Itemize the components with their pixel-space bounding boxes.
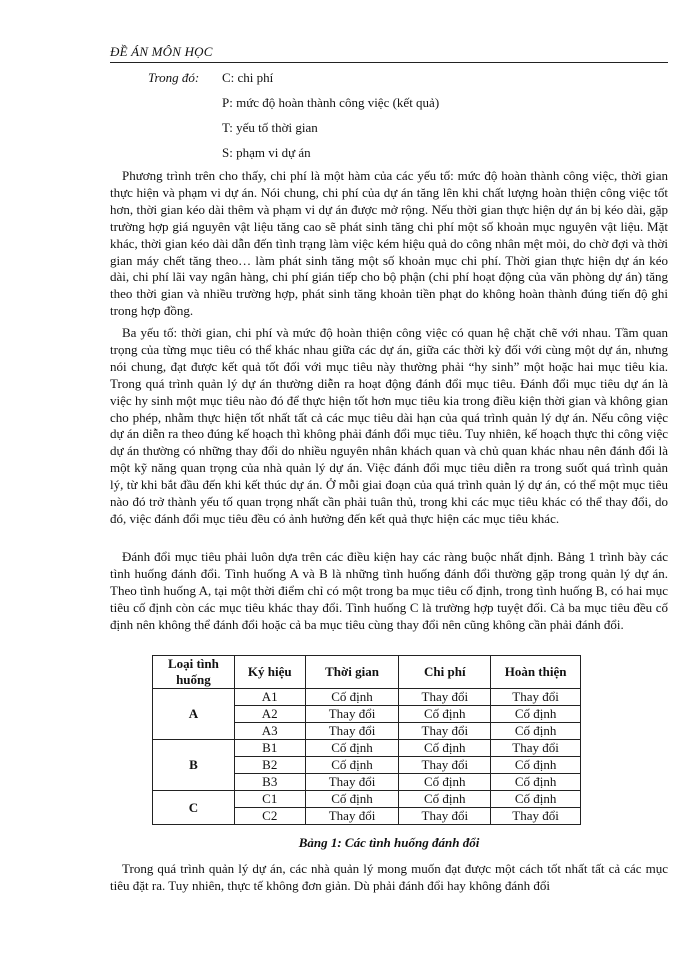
table-cell: Cố định: [491, 791, 581, 808]
table-row: [153, 689, 581, 706]
table-cell: Thay đổi: [399, 723, 491, 740]
column-header: Ký hiệu: [234, 656, 305, 689]
table-cell: C1: [234, 791, 305, 808]
scenario-table: [152, 655, 581, 825]
table-cell: A2: [234, 706, 305, 723]
table-cell: Thay đổi: [305, 774, 399, 791]
table-cell: Thay đổi: [305, 808, 399, 825]
table-cell: Thay đổi: [399, 689, 491, 706]
table-cell: C2: [234, 808, 305, 825]
legend-item: S: phạm vi dự án: [222, 145, 311, 160]
legend-item: C: chi phí: [222, 70, 274, 85]
table-cell: B1: [234, 740, 305, 757]
legend-item: P: mức độ hoàn thành công việc (kết quả): [222, 95, 440, 110]
table-header-row: [153, 656, 581, 689]
paragraph-cost-function: [110, 168, 668, 320]
table-cell: Cố định: [491, 757, 581, 774]
paragraph-tradeoff: [110, 325, 668, 528]
table-cell: A3: [234, 723, 305, 740]
paragraph-text: Đánh đổi mục tiêu phải luôn dựa trên các điều kiện hay các ràng buộc nhất định. Bảng 1 trình bày các tình huống đánh đổi. Tình huống A và B là những tình huống đánh đổi thường gặp trong quản lý dự án. Theo tình huống A, tại một thời điểm chỉ có một trong ba mục tiêu cố định, trong tình huống B, có hai mục tiêu cố định còn các mục tiêu khác thay đổi. Tình huống C là trường hợp tuyệt đối. Cả ba mục tiêu đều cố định nên không thể đánh đổi hoặc cả ba mục tiêu cùng thay đổi nên cũng không cần phải đánh đổi.: [110, 549, 668, 632]
table-cell: Cố định: [305, 791, 399, 808]
table-caption: Bảng 1: Các tình huống đánh đổi: [298, 835, 480, 850]
legend-item: T: yếu tố thời gian: [222, 120, 318, 135]
paragraph-text: Ba yếu tố: thời gian, chi phí và mức độ hoàn thiện công việc có quan hệ chặt chẽ với nhau. Tầm quan trọng của từng mục tiêu có thể khác nhau giữa các dự án, giữa các thời kỳ đối với cùng một dự án, nhưng nói chung, đạt được kết quả tốt đối với mục tiêu này thường phải “hy sinh” một hoặc hai mục tiêu kia. Trong quá trình quản lý dự án thường diễn ra hoạt động đánh đổi mục tiêu. Đánh đổi mục tiêu dự án là việc hy sinh một mục tiêu nào đó để thực hiện tốt hơn mục tiêu kia trong điều kiện thời gian và không gian cho phép, nhằm thực hiện tốt nhất tất cả các mục tiêu dài hạn của quá trình quản lý dự án. Nếu công việc dự án diễn ra theo đúng kế hoạch thì không phải đánh đổi mục tiêu. Tuy nhiên, kế hoạch thực thi công việc dự án thường có những thay đổi do nhiều nguyên nhân khách quan và chủ quan khác nhau nên đánh đổi là một kỹ năng quan trọng của nhà quản lý dự án. Việc đánh đổi mục tiêu diễn ra trong suốt quá trình quản lý, từ khi bắt đầu đến khi kết thúc dự án. Ở mỗi giai đoạn của quá trình quản lý dự án, có thể một mục tiêu nào đó trở thành yếu tố quan trọng nhất cần phải tuân thủ, trong khi các mục tiêu khác có thể thay đổi, do đó, việc đánh đổi mục tiêu đều có ảnh hưởng đến kết quả thực hiện các mục tiêu khác.: [110, 325, 668, 526]
column-header: Thời gian: [305, 656, 399, 689]
table-cell: Cố định: [305, 689, 399, 706]
paragraph-scenarios: [110, 549, 668, 634]
table-cell: B3: [234, 774, 305, 791]
table-cell: Thay đổi: [491, 808, 581, 825]
table-cell: Thay đổi: [399, 757, 491, 774]
table-cell: Cố định: [399, 791, 491, 808]
table-row: [153, 740, 581, 757]
table-cell: B2: [234, 757, 305, 774]
column-header: Chi phí: [399, 656, 491, 689]
table-cell: Thay đổi: [491, 740, 581, 757]
scenario-group-label: A: [153, 689, 235, 740]
table-cell: Cố định: [305, 757, 399, 774]
scenario-group-label: C: [153, 791, 235, 825]
table-cell: Cố định: [491, 723, 581, 740]
scenario-group-label: B: [153, 740, 235, 791]
table-cell: Cố định: [491, 706, 581, 723]
paragraph-conclusion: [110, 861, 668, 895]
page-header: ĐỀ ÁN MÔN HỌC: [110, 44, 668, 63]
table-cell: Thay đổi: [305, 706, 399, 723]
table-cell: Cố định: [491, 774, 581, 791]
table-cell: Cố định: [399, 706, 491, 723]
variable-legend: [148, 70, 668, 170]
table-cell: Cố định: [399, 774, 491, 791]
column-header: Loại tình huống: [153, 656, 235, 689]
table-cell: Thay đổi: [491, 689, 581, 706]
column-header: Hoàn thiện: [491, 656, 581, 689]
table-cell: Cố định: [399, 740, 491, 757]
table-cell: Thay đổi: [305, 723, 399, 740]
paragraph-text: Trong quá trình quản lý dự án, các nhà quản lý mong muốn đạt được một cách tốt nhất tất cả các mục tiêu đặt ra. Tuy nhiên, thực tế không đơn giản. Dù phải đánh đổi hay không đánh đổi: [110, 861, 668, 893]
table-row: [153, 791, 581, 808]
table-cell: Cố định: [305, 740, 399, 757]
table-cell: Thay đổi: [399, 808, 491, 825]
table-cell: A1: [234, 689, 305, 706]
paragraph-text: Phương trình trên cho thấy, chi phí là một hàm của các yếu tố: mức độ hoàn thành công việc, thời gian thực hiện và phạm vi dự án. Nói chung, chi phí của dự án tăng lên khi chất lượng hoàn thiện công việc tốt hơn, thời gian kéo dài thêm và phạm vi dự án được mở rộng. Nếu thời gian thực hiện dự án bị kéo dài, gặp trường hợp giá nguyên vật liệu tăng cao sẽ phát sinh tăng chi phí một số khoản mục nguyên vật liệu. Mặt khác, thời gian kéo dài dẫn đến tình trạng làm việc kém hiệu quả do công nhân mệt mỏi, do chờ đợi và thời gian máy chết tăng theo… làm phát sinh tăng một số khoản mục chi phí. Thời gian thực hiện dự án kéo dài, chi phí lãi vay ngân hàng, chi phí gián tiếp cho bộ phận (chi phí hoạt động của văn phòng dự án) tăng theo thời gian và nhiều trường hợp, phát sinh tăng khoản tiền phạt do không hoàn thành đúng tiến độ ghi trong hợp đồng.: [110, 168, 668, 319]
legend-intro: Trong đó:: [148, 70, 200, 85]
